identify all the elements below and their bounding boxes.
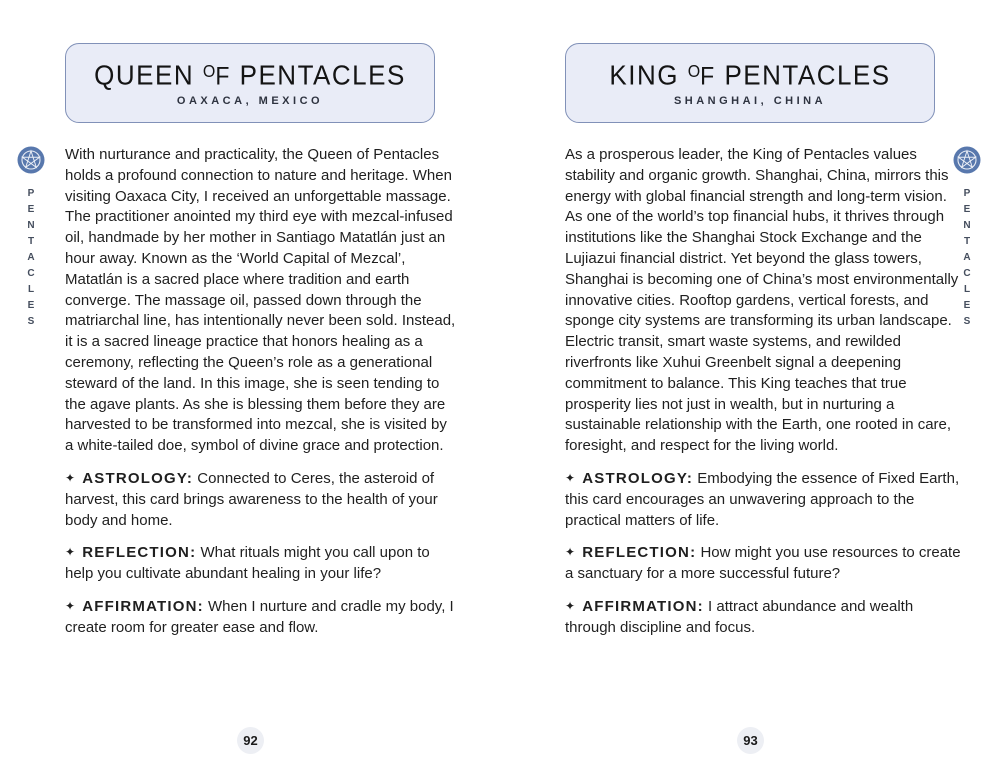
card-location-king: SHANGHAI, CHINA <box>673 94 827 107</box>
astrology-section <box>565 469 962 531</box>
star-bullet-icon: ✦ <box>65 545 76 560</box>
title-word: PENTACLES <box>724 58 891 91</box>
card-title-box-king <box>565 43 935 123</box>
section-text: Embodying the essence of Fixed Earth, this card encourages an unwavering approach to the practical matters of life. <box>565 469 960 529</box>
suit-label-pentacles: PENTACLES <box>961 188 973 332</box>
star-bullet-icon: ✦ <box>565 470 576 485</box>
title-word: KING <box>609 58 679 91</box>
affirmation-section <box>565 597 962 639</box>
star-bullet-icon: ✦ <box>65 598 76 613</box>
star-bullet-icon: ✦ <box>565 545 576 560</box>
card-title-box-queen <box>65 43 435 123</box>
suit-label-pentacles: PENTACLES <box>25 188 37 332</box>
section-label: AFFIRMATION: <box>82 597 204 615</box>
section-text: What rituals might you call upon to help you cultivate abundant healing in your life? <box>65 544 430 583</box>
star-bullet-icon: ✦ <box>565 598 576 613</box>
section-label: REFLECTION: <box>82 544 197 562</box>
card-title-king <box>609 58 890 91</box>
page-number-right: 93 <box>737 727 764 754</box>
pentacle-icon <box>17 146 45 174</box>
reflection-section <box>565 543 962 585</box>
card-location-queen: OAXACA, MEXICO <box>176 94 324 107</box>
body-paragraph: With nurturance and practicality, the Queen of Pentacles holds a profound connection to nature and heritage. When visiting Oaxaca City, I received an unforgettable massage. The practitioner anointed my third eye with mezcal-infused oil, handmade by her mother in Santiago Matatlán just an hour away. Known as the ‘World Capital of Mezcal’, Matatlán is a sacred place where tradition and earth converge. The massage oil, passed down through the matriarchal line, has intentionally never been sold. Instead, it is a sacred lineage practice that honors healing as a ceremony, reflecting the Queen’s role as a generational steward of the land. In this image, she is seen tending to the agave plants. As she is blessing them before they are harvested to be transformed into mezcal, she is visited by a white-tailed doe, symbol of divine grace and protection. <box>65 146 456 455</box>
section-label: AFFIRMATION: <box>582 597 704 615</box>
body-paragraph: As a prosperous leader, the King of Pentacles values stability and organic growth. Shanghai, China, mirrors this energy with global financial strength and long-term vision. As one of the world’s top financial hubs, it thrives through institutions like the Shanghai Stock Exchange and the Lujiazui financial district. Yet beyond the glass towers, Shanghai is becoming one of China’s most environmentally innovative cities. Rooftop gardens, vertical forests, and sponge city systems are transforming its urban landscape. Electric transit, smart waste systems, and rewilded riverfronts like Xuhui Greenbelt signal a deepening commitment to balance. This King teaches that true prosperity lies not just in wealth, but in nurturing a sustainable relationship with the Earth, one rooted in care, foresight, and respect for the living world. <box>565 146 959 455</box>
title-of-large: F <box>215 61 231 90</box>
title-word: PENTACLES <box>239 58 406 91</box>
section-text: When I nurture and cradle my body, I create room for greater ease and flow. <box>65 597 454 636</box>
page-number-left: 92 <box>237 727 264 754</box>
affirmation-section <box>65 597 458 639</box>
section-text: Connected to Ceres, the asteroid of harvest, this card brings awareness to the health of your body and home. <box>65 469 438 529</box>
suit-rail-left <box>16 146 46 332</box>
card-title-queen <box>94 58 406 91</box>
section-label: REFLECTION: <box>582 544 697 562</box>
reflection-section <box>65 543 458 585</box>
title-of-small: O <box>202 62 216 81</box>
section-label: ASTROLOGY: <box>582 469 694 487</box>
section-label: ASTROLOGY: <box>82 469 194 487</box>
title-of-large: F <box>700 61 716 90</box>
title-of-small: O <box>687 62 701 81</box>
page-body-left <box>65 145 458 651</box>
astrology-section <box>65 469 458 531</box>
page-body-right <box>565 145 962 651</box>
section-text: How might you use resources to create a sanctuary for a more successful future? <box>565 544 961 583</box>
star-bullet-icon: ✦ <box>65 470 76 485</box>
section-text: I attract abundance and wealth through discipline and focus. <box>565 597 914 636</box>
pentacle-icon <box>953 146 981 174</box>
title-word: QUEEN <box>94 58 195 91</box>
suit-rail-right <box>952 146 982 332</box>
